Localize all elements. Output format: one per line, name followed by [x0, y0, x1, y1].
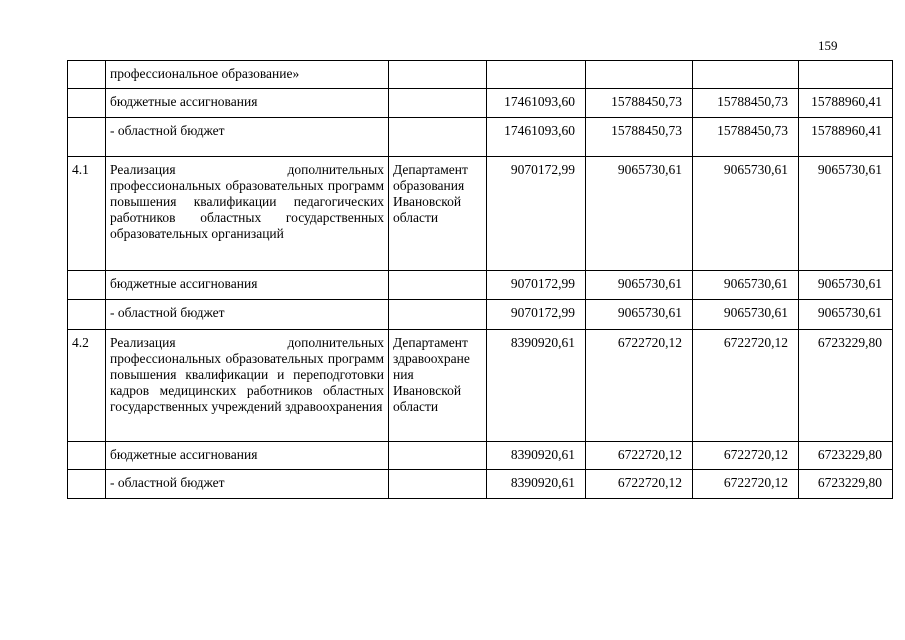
row-executor [389, 118, 487, 157]
row-description: Реализация дополнительных профессиональных образовательных программ повышения квалификации педагогических работников областных государственных образовательных организаций [106, 157, 389, 271]
table-row [68, 300, 893, 330]
table-row [68, 61, 893, 89]
value-cell: 8390920,61 [487, 442, 586, 470]
row-description: бюджетные ассигнования [106, 271, 389, 300]
value-cell: 9070172,99 [487, 157, 586, 271]
row-description: - областной бюджет [106, 300, 389, 330]
value-cell: 6723229,80 [799, 470, 893, 499]
value-cell: 9065730,61 [586, 157, 693, 271]
value-cell [586, 61, 693, 89]
table-row [68, 157, 893, 271]
value-cell: 9065730,61 [693, 300, 799, 330]
value-cell: 9065730,61 [586, 300, 693, 330]
value-cell: 17461093,60 [487, 89, 586, 118]
row-executor [389, 470, 487, 499]
value-cell: 6722720,12 [693, 470, 799, 499]
table-row [68, 442, 893, 470]
row-executor [389, 89, 487, 118]
value-cell: 6723229,80 [799, 330, 893, 442]
row-description: Реализация дополнительных профессиональных образовательных программ повышения квалификации и переподготовки кадров медицинских работников областных государственных учреждений здравоохранения [106, 330, 389, 442]
value-cell [693, 61, 799, 89]
budget-table [67, 60, 893, 499]
page-number: 159 [818, 38, 838, 53]
value-cell: 15788450,73 [693, 118, 799, 157]
value-cell: 15788450,73 [693, 89, 799, 118]
row-description: бюджетные ассигнования [106, 442, 389, 470]
row-executor: Департамент образования Ивановской области [389, 157, 487, 271]
value-cell: 15788960,41 [799, 89, 893, 118]
row-number [68, 118, 106, 157]
row-description: - областной бюджет [106, 470, 389, 499]
value-cell: 9065730,61 [693, 271, 799, 300]
row-executor [389, 271, 487, 300]
row-number [68, 271, 106, 300]
row-number [68, 470, 106, 499]
row-executor: Департамент здравоохране ния Ивановской области [389, 330, 487, 442]
row-description: бюджетные ассигнования [106, 89, 389, 118]
value-cell: 15788960,41 [799, 118, 893, 157]
value-cell: 9065730,61 [799, 300, 893, 330]
row-number: 4.2 [68, 330, 106, 442]
row-description: - областной бюджет [106, 118, 389, 157]
value-cell: 6722720,12 [693, 442, 799, 470]
value-cell: 6722720,12 [586, 330, 693, 442]
table-row [68, 330, 893, 442]
value-cell [487, 61, 586, 89]
value-cell: 15788450,73 [586, 89, 693, 118]
value-cell: 15788450,73 [586, 118, 693, 157]
row-number: 4.1 [68, 157, 106, 271]
row-executor [389, 61, 487, 89]
table-row [68, 470, 893, 499]
row-description: профессиональное образование» [106, 61, 389, 89]
value-cell: 6722720,12 [586, 442, 693, 470]
row-executor [389, 442, 487, 470]
value-cell: 9065730,61 [693, 157, 799, 271]
table-row [68, 118, 893, 157]
row-executor [389, 300, 487, 330]
value-cell: 9065730,61 [799, 157, 893, 271]
table-row [68, 271, 893, 300]
value-cell: 8390920,61 [487, 470, 586, 499]
value-cell: 9065730,61 [799, 271, 893, 300]
value-cell: 8390920,61 [487, 330, 586, 442]
value-cell: 17461093,60 [487, 118, 586, 157]
value-cell: 9070172,99 [487, 271, 586, 300]
value-cell: 9065730,61 [586, 271, 693, 300]
row-number [68, 89, 106, 118]
value-cell: 6722720,12 [693, 330, 799, 442]
value-cell: 6723229,80 [799, 442, 893, 470]
value-cell: 9070172,99 [487, 300, 586, 330]
row-number [68, 442, 106, 470]
row-number [68, 61, 106, 89]
table-row [68, 89, 893, 118]
value-cell [799, 61, 893, 89]
row-number [68, 300, 106, 330]
value-cell: 6722720,12 [586, 470, 693, 499]
